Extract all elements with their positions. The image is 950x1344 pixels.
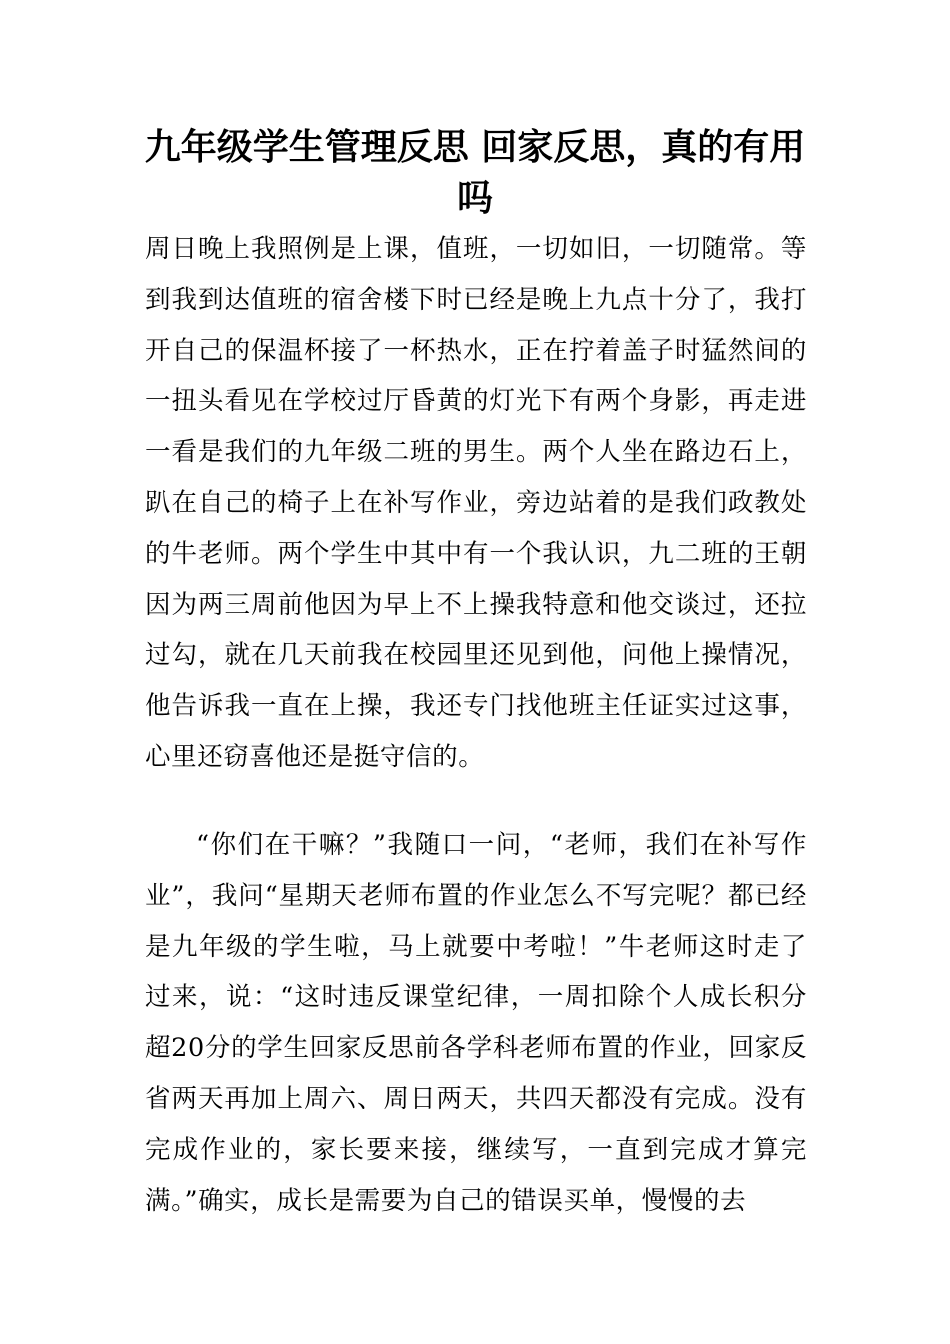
document-title: 九年级学生管理反思 回家反思，真的有用吗	[144, 127, 806, 219]
paragraph-2: “你们在干嘛？”我随口一问，“老师，我们在补写作业”，我问“星期天老师布置的作业怎么不写完呢？都已经是九年级的学生啦，马上就要中考啦！”牛老师这时走了过来，说：“这时违反课堂纪律，一周扣除个人成长积分超20分的学生回家反思前各学科老师布置的作业，回家反省两天再加上周六、周日两天，共四天都没有完成。没有完成作业的，家长要来接，继续写，一直到完成才算完满。”确实，成长是需要为自己的错误买单，慢慢的去	[145, 830, 807, 1216]
paragraph-1: 周日晚上我照例是上课，值班，一切如旧，一切随常。等到我到达值班的宿舍楼下时已经是晚上九点十分了，我打开自己的保温杯接了一杯热水，正在拧着盖子时猛然间的一扭头看见在学校过厅昏黄的灯光下有两个身影，再走进一看是我们的九年级二班的男生。两个人坐在路边石上，趴在自己的椅子上在补写作业，旁边站着的是我们政教处的牛老师。两个学生中其中有一个我认识，九二班的王朝因为两三周前他因为早上不上操我特意和他交谈过，还拉过勾，就在几天前我在校园里还见到他，问他上操情况，他告诉我一直在上操，我还专门找他班主任证实过这事，心里还窃喜他还是挺守信的。	[145, 234, 807, 772]
